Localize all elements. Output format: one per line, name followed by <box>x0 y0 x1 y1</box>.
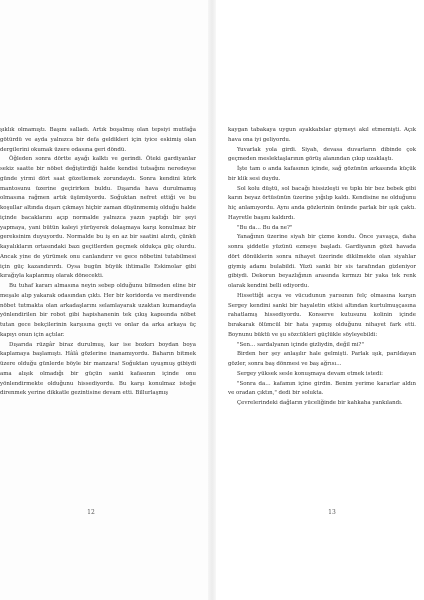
paragraph: Hissettiği acıya ve vücudunun yarısının felç olmasına karşın Sergey kendini sanki bir hayaletin etkisi altından kurtulmuşçasına rahatlamış hissediyordu. Konserve kutusunu kolinin içinde bırakarak ölümcül bir hata yapmış olduğunu nihayet fark etti. Boynunu büktü ve şu sözcükleri güçlükle söyleyebildi: <box>228 292 416 338</box>
paragraph: Dışarıda rüzgâr biraz durulmuş, kar ise bozkırı boydan boya kaplamaya başlamıştı. Hâlâ gözlerine inanamıyordu. Baharın bitmek üzere olduğu günlerde böyle bir manzara! Soğuktan uyuşmuş gibiydi ama alışık olmadığı bir güçün sanki kafasının içinde onu yönlendirmekte olduğunu hissediyordu. Bu karşı konulmaz isteğe direnmek yerine dikkatle gezintisine devam etti. Billurlaşmış <box>0 341 196 397</box>
paragraph: şıklık olmamıştı. Başını salladı. Artık boşalmış olan tepsiyi mutfağa götürdü ve ayda yalnızca bir defa geldikleri için iyice eskimiş olan dergilerini okumak üzere odasına geri döndü. <box>0 127 196 153</box>
paragraph: Çevrelerindeki dağların yüceliğinde bir kahkaha yankılandı. <box>237 400 403 406</box>
paragraph: Öğleden sonra dörtte ayağı kalktı ve gerindi. Öteki gardiyanlar sekiz saatte bir nöbet değiştirdiği halde kendisi tutsağını neredeyse günde yirmi dört saat gözetlemek zorundaydı. Sonra kendini kürk mantosunu üzerine geçirirken buldu. Dışarıda hava durulmamış olmasına rağmen artık üşümüyordu. Soğuktan nefret ettiği ve bu koşullar altında dışarı çıkmayı hiçbir zaman düşünmemiş olduğu halde içinde bacaklarını açıp normalde yalnızca yazın yaptığı bir şeyi yapmaya, yani bütün kaleyi yürüyerek dolaşmaya karşı konulmaz bir gereksinim duyuyordu. Normalde bu iş en az bir saatini alırdı, çünkü kayalıkların ortasındaki bazı geçitlerden geçmek oldukça güç olurdu. Ancak yine de yürümek onu canlandırır ve gece nöbetini tutabilmesi için güç kazandırırdı. Oysa bugün büyük ihtimalle Eskimolar gibi kırağıyla kaplanmış olarak dönecekti. <box>0 156 196 280</box>
right-page-text <box>228 126 416 409</box>
left-page-text <box>0 126 196 399</box>
paragraph: Yanağının üzerine siyah bir çizme kondu. Önce yavaşça, daha sonra şiddetle yüzünü ezmeye başladı. Gardiyanın gözü havada dört dönüklerin sonra nihayet üzerinde dikilmekte olan siyahlar giymiş adamı bulabildi. Yüzü sanki bir sis tarafından gizleniyor gibiydi. Dekorun beyazlığının arasında kırmızı bir yaka tek renk olarak kendini belli ediyordu. <box>228 234 416 289</box>
paragraph: kaygan tabakaya uygun ayakkabılar giymeyi akıl etmemişti. Açık hava ona iyi geliyordu. <box>228 127 416 143</box>
page-number-right: 13 <box>328 509 336 516</box>
paragraph: Bu tuhaf kararı almasına neyin sebep olduğunu bilmeden eline bir meşale alıp yakarak odasından çıktı. Her bir koridorda ve merdivende nöbet tutmakta olan arkadaşlarını selamlayarak uzaktan kumandayla yönlendirilen bir robot gibi hapishanenin tek çıkış kapısında nöbet tutan gece bekçilerinin karşısına geçti ve onlar da arka arkaya üç kapıyı onun için açtılar. <box>0 283 196 338</box>
paragraph: "Sonra da… kafamın içine girdin. Benim yerime kararlar aldın ve oradan çıktın," dedi bir solukta. <box>228 380 416 397</box>
page-number-left: 12 <box>87 509 95 516</box>
paragraph: "Sen… sardalyanın içinde gizliydin, değil mi?" <box>237 341 364 348</box>
paragraph: Yuvarlak yola girdi. Siyah, devasa duvarların dibinde çok geçmeden meslektaşlarının görüş alanından çıkıp uzaklaştı. <box>228 146 416 163</box>
book-gutter <box>208 0 216 600</box>
paragraph: Sol kolu düştü, sol bacağı hissizleşti ve tıpkı bir bez bebek gibi karın beyaz örtüsünün üzerine yığılıp kaldı. Kendisine ne olduğunu hiç anlamıyordu. Aynı anda gözlerinin önünde parlak bir ışık çaktı. Hayretle başını kaldırdı. <box>228 185 416 221</box>
paragraph: Birden her şey anlaşılır hale gelmişti. Parlak ışık, parıldayan gözler, sonra baş dönmesi ve baş ağrısı… <box>228 351 416 367</box>
paragraph: İşte tam o anda kafasının içinde, sağ gözünün arkasında küçük bir klik sesi duydu. <box>228 166 416 182</box>
paragraph: "Bu da… Bu da ne?" <box>237 224 293 231</box>
right-page <box>212 0 424 600</box>
paragraph: Sergey yüksek sesle konuşmaya devam etmek istedi: <box>237 370 383 377</box>
